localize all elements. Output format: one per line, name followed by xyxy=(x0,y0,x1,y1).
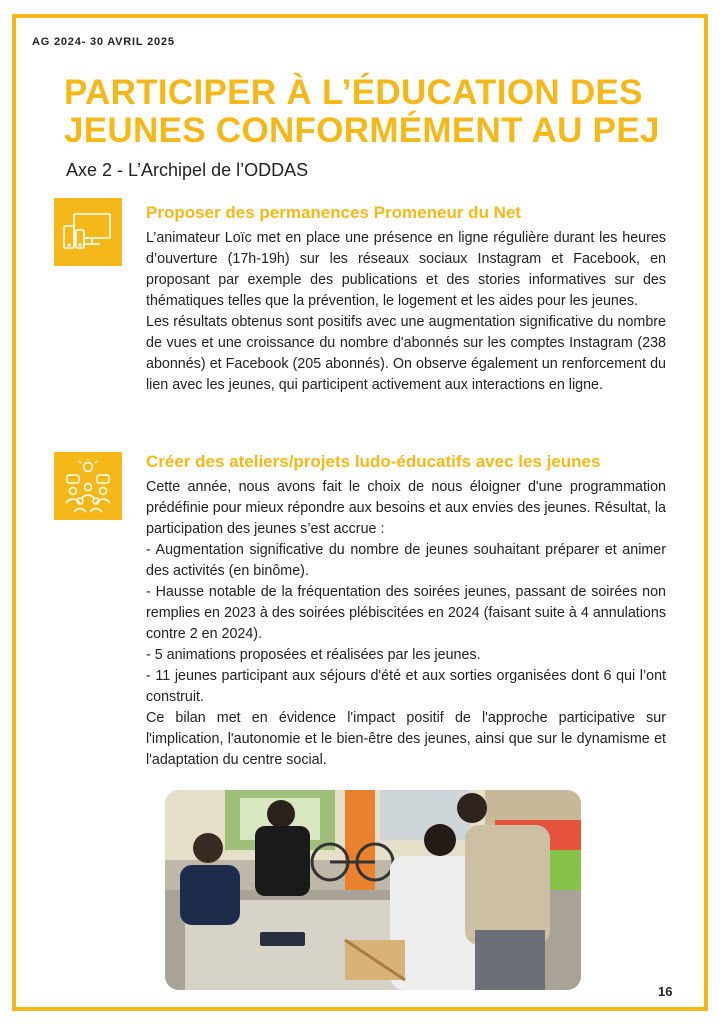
workshop-photo xyxy=(165,790,581,990)
section-2-paragraph: - 11 jeunes participant aux séjours d'été et aux sorties organisées dont 6 qui l’ont construit. xyxy=(146,668,666,705)
devices-icon xyxy=(54,198,122,266)
section-1-body xyxy=(146,228,666,396)
page-subtitle: Axe 2 - L’Archipel de l’ODDAS xyxy=(66,160,309,180)
section-1-title: Proposer des permanences Promeneur du Net xyxy=(146,203,522,222)
group-ideas-icon xyxy=(54,452,122,520)
page-title xyxy=(64,74,684,150)
page-number: 16 xyxy=(658,984,673,999)
section-2-paragraph: Ce bilan met en évidence l'impact positif de l'approche participative sur l'implication, l'autonomie et le bien-être des jeunes, ainsi que sur le dynamisme et l'adaptation du centre social. xyxy=(146,710,666,768)
title-line-2: JEUNES CONFORMÉMENT AU PEJ xyxy=(64,111,660,150)
section-1-paragraph: Les résultats obtenus sont positifs avec une augmentation significative du nombre de vues et une croissance du nombre d'abonnés sur les comptes Instagram (238 abonnés) et Facebook (205 abonnés). On observe également un renforcement du lien avec les jeunes, qui participent activement aux interactions en ligne. xyxy=(146,314,666,393)
title-line-1: PARTICIPER À L’ÉDUCATION DES xyxy=(64,73,643,112)
section-2-body xyxy=(146,477,666,771)
section-2-paragraph: - Augmentation significative du nombre de jeunes souhaitant préparer et animer des activités (en binôme). xyxy=(146,542,666,579)
section-2-title: Créer des ateliers/projets ludo-éducatifs avec les jeunes xyxy=(146,452,601,471)
event-header: AG 2024- 30 AVRIL 2025 xyxy=(32,36,175,48)
section-2-paragraph: - 5 animations proposées et réalisées par les jeunes. xyxy=(146,647,481,663)
section-2-paragraph: - Hausse notable de la fréquentation des soirées jeunes, passant de soirées non remplies en 2023 à des soirées plébiscitées en 2024 (faisant suite à 4 annulations contre 2 en 2024). xyxy=(146,584,666,642)
section-2-paragraph: Cette année, nous avons fait le choix de nous éloigner d'une programmation prédéfinie pour mieux répondre aux besoins et aux envies des jeunes. Résultat, la participation des jeunes s’est accrue : xyxy=(146,479,666,537)
section-1-paragraph: L’animateur Loïc met en place une présence en ligne régulière durant les heures d’ouverture (17h-19h) sur les réseaux sociaux Instagram et Facebook, en proposant par exemple des publications et des stories informatives sur des thématiques telles que la prévention, le logement et les aides pour les jeunes. xyxy=(146,230,666,309)
